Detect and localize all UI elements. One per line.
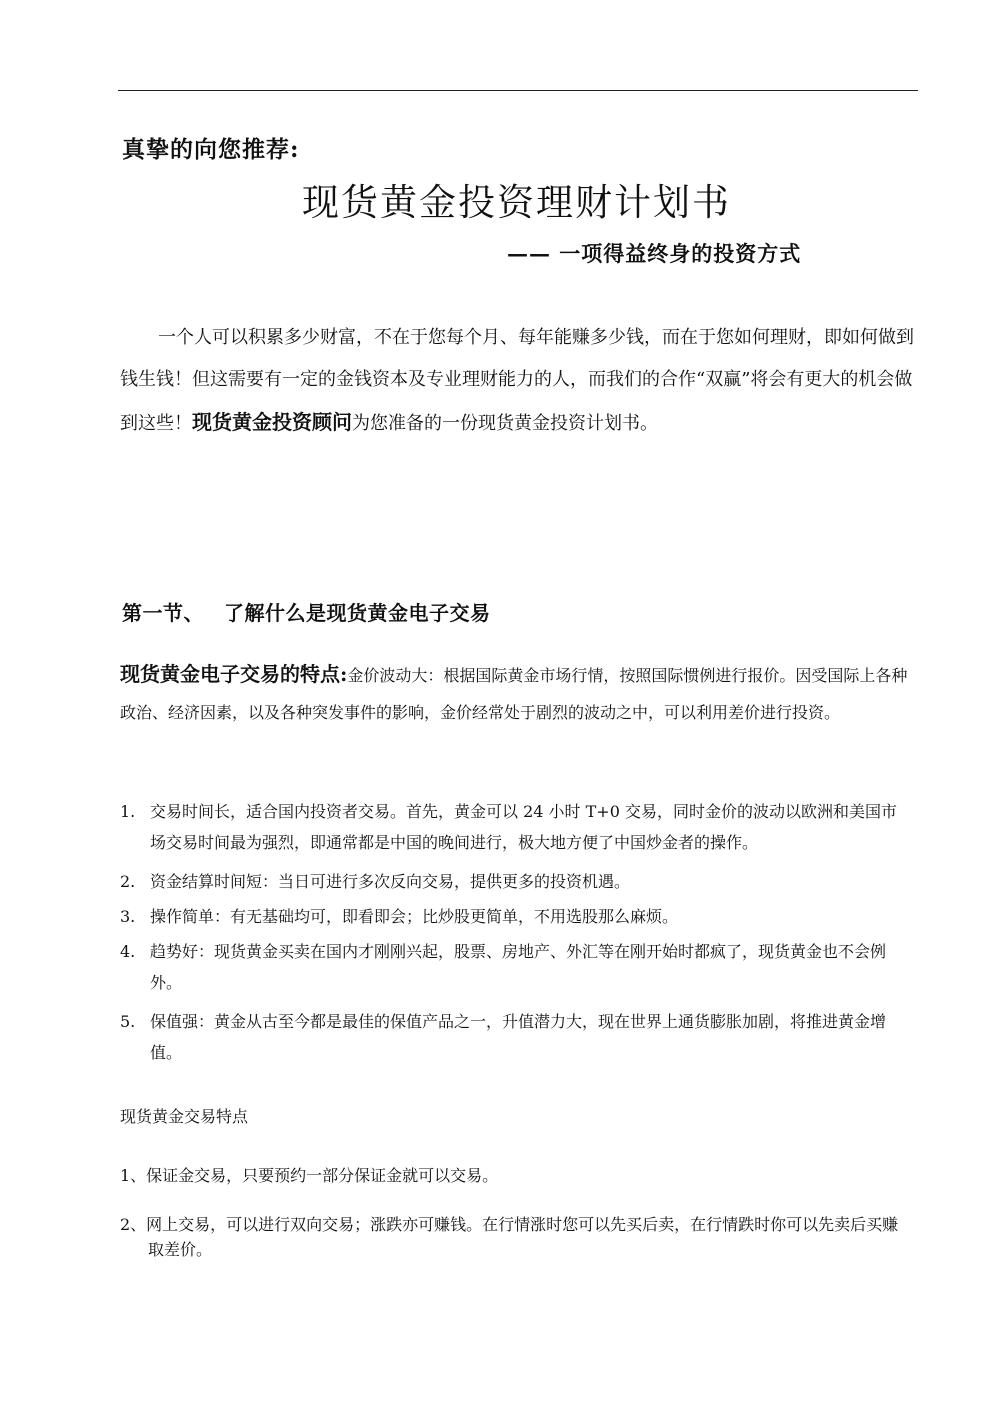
list-item: [120, 866, 910, 897]
section-label: 第一节、: [122, 601, 204, 625]
section-heading: [122, 597, 491, 626]
feature-list: [120, 796, 910, 1068]
trade-list: [120, 1163, 910, 1262]
intro-paragraph: [120, 317, 920, 445]
list-number: 2.: [120, 872, 136, 891]
list-number: 5.: [120, 1012, 136, 1031]
intro-bold-text: 现货黄金投资顾问: [192, 410, 352, 434]
features-heading: 现货黄金电子交易的特点:: [120, 662, 348, 686]
trade-item: 1、保证金交易，只要预约一部分保证金就可以交易。: [120, 1166, 499, 1185]
header-rule: [118, 90, 918, 91]
list-number: 3.: [120, 907, 136, 926]
document-subtitle: —— 一项得益终身的投资方式: [507, 241, 802, 266]
section-title: 了解什么是现货黄金电子交易: [224, 601, 491, 625]
list-number: 1.: [120, 802, 136, 821]
list-text: 操作简单：有无基础均可，即看即会；比炒股更简单，不用选股那么麻烦。: [150, 907, 679, 926]
list-item: [120, 796, 910, 858]
trade-heading: 现货黄金交易特点: [120, 1107, 249, 1126]
list-item: [120, 936, 910, 998]
greeting: 真挚的向您推荐:: [122, 136, 300, 163]
list-item: [120, 901, 910, 932]
features-text: 金价波动大：根据国际黄金市场行情，按照国际惯例进行报价。因受国际上各种政治、经济因素，以及各种突发事件的影响，金价经常处于剧烈的波动之中，可以利用差价进行投资。: [120, 666, 908, 722]
trade-item: 2、网上交易，可以进行双向交易；涨跌亦可赚钱。在行情涨时您可以先买后卖，在行情跌时你可以先卖后买赚取差价。: [120, 1215, 899, 1259]
list-text: 保值强：黄金从古至今都是最佳的保值产品之一，升值潜力大，现在世界上通货膨胀加剧，将推进黄金增值。: [150, 1012, 887, 1062]
list-text: 趋势好：现货黄金买卖在国内才刚刚兴起，股票、房地产、外汇等在刚开始时都疯了，现货黄金也不会例外。: [150, 942, 887, 992]
intro-text-2: 为您准备的一份现货黄金投资计划书。: [352, 413, 658, 434]
list-item: [120, 1006, 910, 1068]
intro-text-1: 一个人可以积累多少财富，不在于您每个月、每年能赚多少钱，而在于您如何理财，即如何做到钱生钱！但这需要有一定的金钱资本及专业理财能力的人，而我们的合作“双赢”将会有更大的机会做到这些！: [120, 327, 914, 434]
features-paragraph: [120, 656, 920, 731]
document-title: 现货黄金投资理财计划书: [302, 181, 731, 224]
list-number: 4.: [120, 942, 136, 961]
list-text: 资金结算时间短：当日可进行多次反向交易，提供更多的投资机遇。: [150, 872, 631, 891]
list-text: 交易时间长，适合国内投资者交易。首先，黄金可以 24 小时 T+0 交易，同时金价的波动以欧洲和美国市场交易时间最为强烈，即通常都是中国的晚间进行，极大地方便了中国炒金者的操作。: [150, 802, 897, 852]
